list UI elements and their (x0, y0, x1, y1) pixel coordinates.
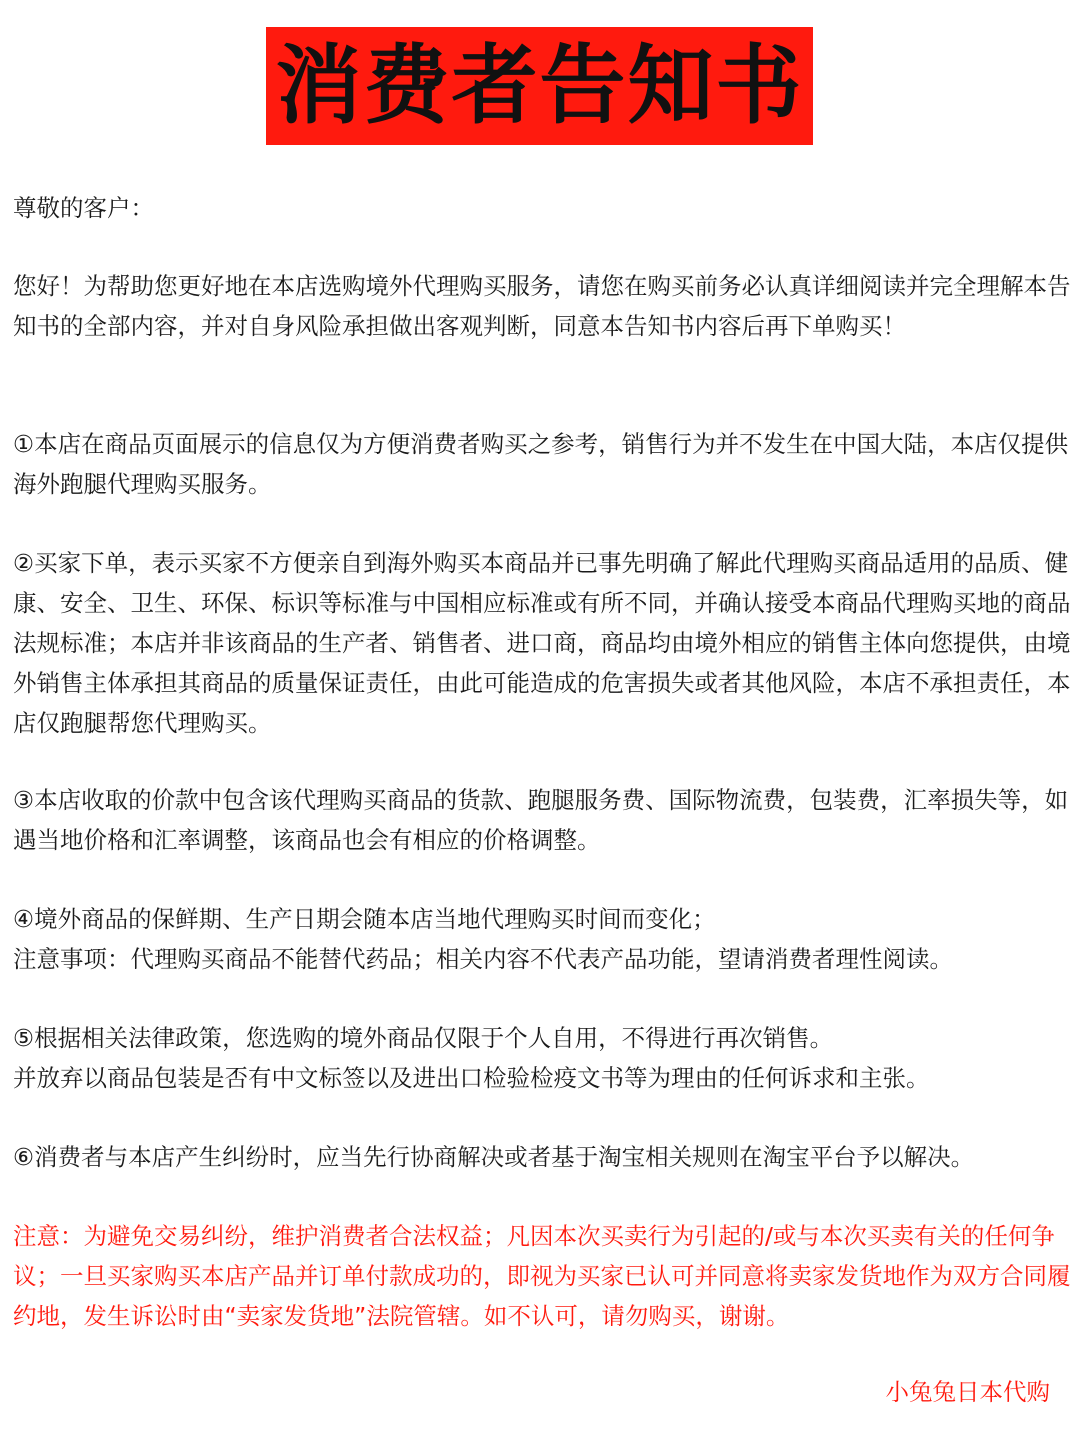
clause-3: ③本店收取的价款中包含该代理购买商品的货款、跑腿服务费、国际物流费，包装费，汇率损失等，如遇当地价格和汇率调整，该商品也会有相应的价格调整。 (13, 786, 1069, 854)
page-title: 消费者告知书 (275, 36, 804, 136)
intro-paragraph: 您好！为帮助您更好地在本店选购境外代理购买服务，请您在购买前务必认真详细阅读并完全理解本告知书的全部内容，并对自身风险承担做出客观判断，同意本告知书内容后再下单购买！ (13, 272, 1071, 340)
clause-5-continued: 并放弃以商品包装是否有中文标签以及进出口检验检疫文书等为理由的任何诉求和主张。 (13, 1064, 930, 1092)
legal-notice: 注意：为避免交易纠纷，维护消费者合法权益；凡因本次买卖行为引起的/或与本次买卖有关的任何争议；一旦买家购买本店产品并订单付款成功的，即视为买家已认可并同意将卖家发货地作为双方合同履约地，发生诉讼时由“卖家发货地”法院管辖。如不认可，请勿购买，谢谢。 (13, 1222, 1071, 1330)
clause-4-note: 注意事项：代理购买商品不能替代药品；相关内容不代表产品功能，望请消费者理性阅读。 (13, 945, 953, 973)
clause-5: ⑤根据相关法律政策，您选购的境外商品仅限于个人自用，不得进行再次销售。 (13, 1024, 834, 1052)
title-banner (266, 27, 813, 145)
clause-2: ②买家下单，表示买家不方便亲自到海外购买本商品并已事先明确了解此代理购买商品适用的品质、健康、安全、卫生、环保、标识等标准与中国相应标准或有所不同，并确认接受本商品代理购买地的商品法规标准；本店并非该商品的生产者、销售者、进口商，商品均由境外相应的销售主体向您提供，由境外销售主体承担其商品的质量保证责任，由此可能造成的危害损失或者其他风险，本店不承担责任，本店仅跑腿帮您代理购买。 (13, 549, 1071, 737)
shop-signature: 小兔兔日本代购 (885, 1378, 1050, 1406)
clause-1: ①本店在商品页面展示的信息仅为方便消费者购买之参考，销售行为并不发生在中国大陆，本店仅提供海外跑腿代理购买服务。 (13, 430, 1069, 498)
clause-4: ④境外商品的保鲜期、生产日期会随本店当地代理购买时间而变化； (13, 905, 716, 933)
clause-6: ⑥消费者与本店产生纠纷时，应当先行协商解决或者基于淘宝相关规则在淘宝平台予以解决。 (13, 1143, 975, 1171)
greeting: 尊敬的客户： (13, 194, 154, 222)
